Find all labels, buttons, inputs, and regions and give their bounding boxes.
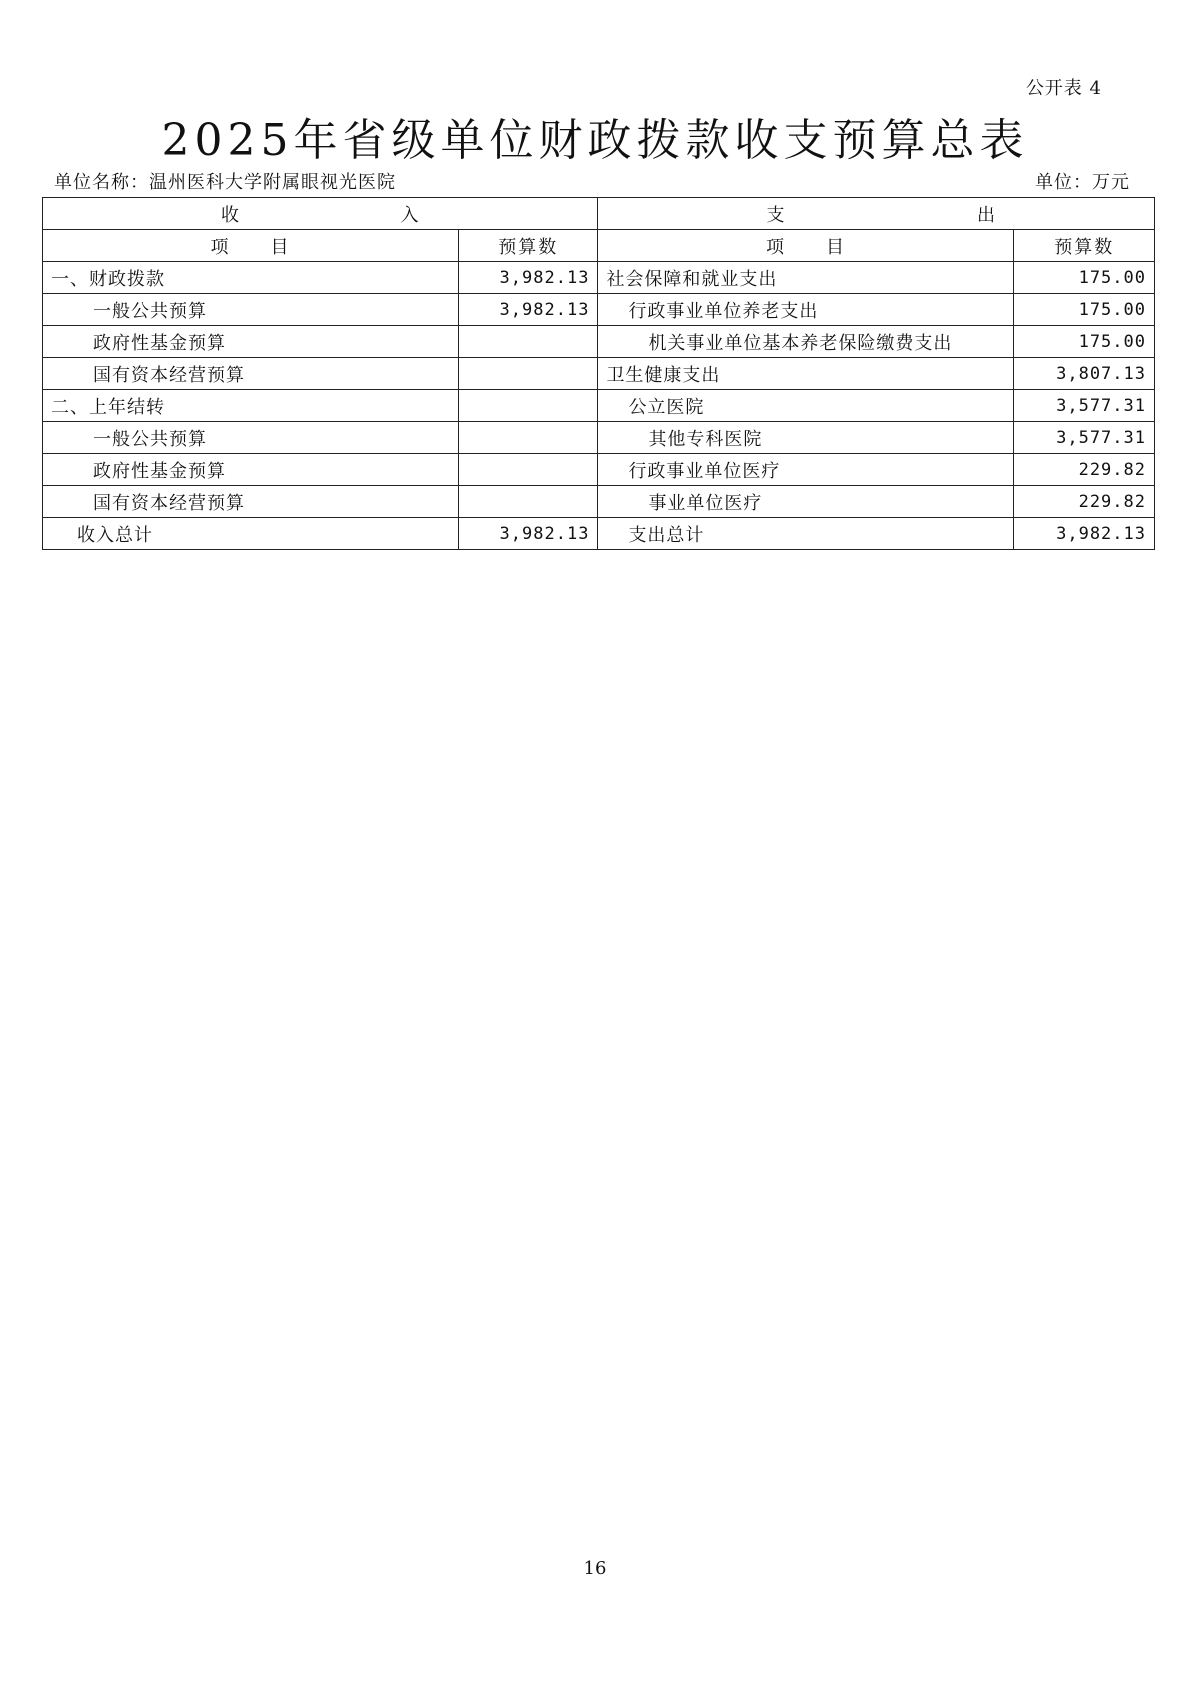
expense-amount: 3,807.13 xyxy=(1014,358,1155,390)
expense-amount: 3,577.31 xyxy=(1014,422,1155,454)
table-row xyxy=(43,262,1155,294)
income-amount xyxy=(459,422,598,454)
expense-amount: 175.00 xyxy=(1014,326,1155,358)
expense-total-amount: 3,982.13 xyxy=(1014,518,1155,550)
table-row xyxy=(43,326,1155,358)
table-row xyxy=(43,454,1155,486)
page-number: 16 xyxy=(583,1558,607,1579)
income-item: 政府性基金预算 xyxy=(43,454,459,486)
income-item-header: 项 目 xyxy=(43,230,459,262)
expense-amount: 175.00 xyxy=(1014,262,1155,294)
income-item: 二、上年结转 xyxy=(43,390,459,422)
income-item: 政府性基金预算 xyxy=(43,326,459,358)
income-amount: 3,982.13 xyxy=(459,262,598,294)
expense-amount: 229.82 xyxy=(1014,454,1155,486)
expense-item: 其他专科医院 xyxy=(598,422,1014,454)
expense-item: 行政事业单位养老支出 xyxy=(598,294,1014,326)
expense-item: 社会保障和就业支出 xyxy=(598,262,1014,294)
section-header-row xyxy=(43,198,1155,230)
income-item: 一、财政拨款 xyxy=(43,262,459,294)
income-amount-header: 预算数 xyxy=(459,230,598,262)
page-title: 2025年省级单位财政拨款收支预算总表 xyxy=(161,115,1029,166)
expense-item: 事业单位医疗 xyxy=(598,486,1014,518)
income-amount xyxy=(459,390,598,422)
income-amount xyxy=(459,326,598,358)
budget-table xyxy=(42,197,1155,550)
expense-amount: 229.82 xyxy=(1014,486,1155,518)
income-item: 一般公共预算 xyxy=(43,422,459,454)
table-row xyxy=(43,358,1155,390)
income-section-header: 收 入 xyxy=(43,198,598,230)
table-row xyxy=(43,422,1155,454)
table-row xyxy=(43,390,1155,422)
expense-section-header: 支 出 xyxy=(598,198,1155,230)
doc-label: 公开表 4 xyxy=(1025,78,1102,99)
expense-item-header: 项 目 xyxy=(598,230,1014,262)
expense-item: 机关事业单位基本养老保险缴费支出 xyxy=(598,326,1014,358)
income-item: 国有资本经营预算 xyxy=(43,486,459,518)
income-total-amount: 3,982.13 xyxy=(459,518,598,550)
expense-amount: 3,577.31 xyxy=(1014,390,1155,422)
income-amount: 3,982.13 xyxy=(459,294,598,326)
income-amount xyxy=(459,358,598,390)
income-amount xyxy=(459,486,598,518)
income-item: 一般公共预算 xyxy=(43,294,459,326)
expense-item: 卫生健康支出 xyxy=(598,358,1014,390)
income-amount xyxy=(459,454,598,486)
column-header-row xyxy=(43,230,1155,262)
expense-total-label: 支出总计 xyxy=(598,518,1014,550)
table-row xyxy=(43,486,1155,518)
expense-amount: 175.00 xyxy=(1014,294,1155,326)
unit-label: 单位：万元 xyxy=(1035,172,1130,193)
expense-item: 行政事业单位医疗 xyxy=(598,454,1014,486)
table-row xyxy=(43,294,1155,326)
total-row xyxy=(43,518,1155,550)
income-item: 国有资本经营预算 xyxy=(43,358,459,390)
unit-name: 单位名称：温州医科大学附属眼视光医院 xyxy=(54,172,396,193)
expense-amount-header: 预算数 xyxy=(1014,230,1155,262)
expense-item: 公立医院 xyxy=(598,390,1014,422)
income-total-label: 收入总计 xyxy=(43,518,459,550)
